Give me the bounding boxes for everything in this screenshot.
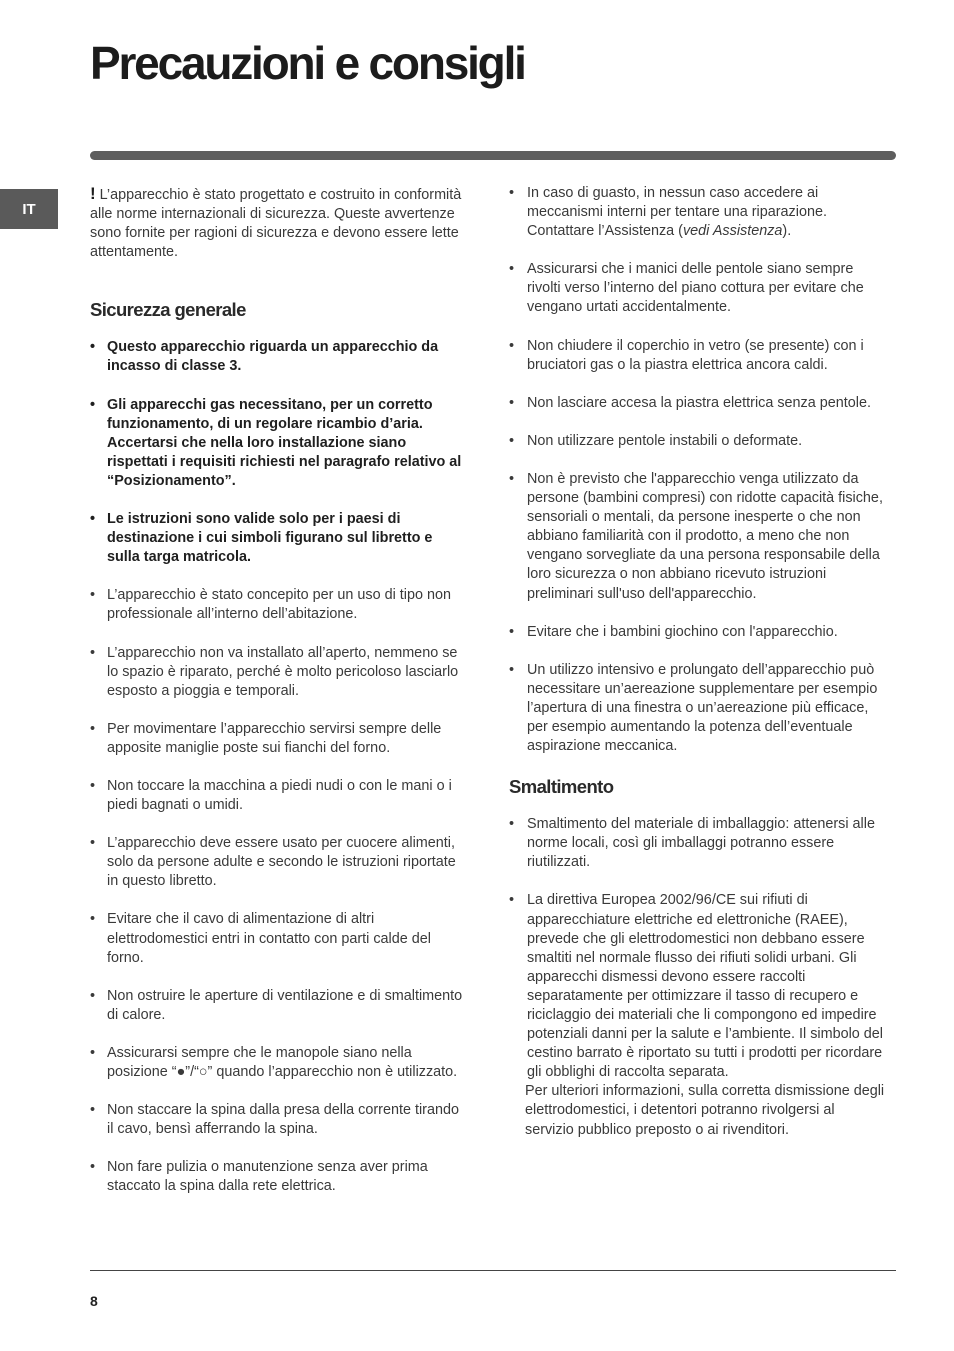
list-item: • Non fare pulizia o manutenzione senza aver prima staccato la spina dalla rete elettrica.: [90, 1158, 468, 1196]
list-item: • L’apparecchio deve essere usato per cuocere alimenti, solo da persone adulte e secondo le istruzioni riportate in questo libretto.: [90, 834, 468, 891]
list-item: • Non chiudere il coperchio in vetro (se presente) con i bruciatori gas o la piastra elettrica ancora caldi.: [509, 337, 885, 375]
list-item: • Non è previsto che l'apparecchio venga utilizzato da persone (bambini compresi) con ridotte capacità fisiche, sensoriali o mentali, da persone inesperte o che non abbiano familiarità con il prodotto, a meno che non vengano sorvegliate da una persona responsabile della loro sicurezza o non abbiano ricevuto istruzioni preliminari sull'uso dell'apparecchio.: [509, 470, 885, 604]
list-item: [509, 891, 885, 1139]
header-rule: [90, 151, 896, 160]
warning-mark: !: [90, 184, 96, 203]
list-item: [509, 184, 885, 241]
list-item-text-end: ).: [782, 223, 792, 240]
list-item: • Questo apparecchio riguarda un apparecchio da incasso di classe 3.: [90, 338, 468, 376]
list-item: • Per movimentare l’apparecchio servirsi sempre delle apposite maniglie poste sui fianchi del forno.: [90, 720, 468, 758]
list-item: • Assicurarsi che i manici delle pentole siano sempre rivolti verso l’interno del piano cottura per evitare che vengano urtati accidentalmente.: [509, 260, 885, 317]
list-item: • L’apparecchio non va installato all’aperto, nemmeno se lo spazio è riparato, perché è molto pericoloso lasciarlo esposto a pioggia e temporali.: [90, 644, 468, 701]
list-item: • Non toccare la macchina a piedi nudi o con le mani o i piedi bagnati o umidi.: [90, 777, 468, 815]
intro-paragraph: [90, 184, 468, 262]
list-item: • L’apparecchio è stato concepito per un uso di tipo non professionale all’interno dell’abitazione.: [90, 586, 468, 624]
precautions-list: [509, 184, 885, 756]
list-item: • Gli apparecchi gas necessitano, per un corretto funzionamento, di un regolare ricambio d’aria. Accertarsi che nella loro installazione siano rispettati i requisiti richiesti nel paragrafo relativo al “Posizionamento”.: [90, 396, 468, 491]
smaltimento-list: [509, 815, 885, 1140]
cross-reference: vedi Assistenza: [682, 223, 783, 240]
sicurezza-list: [90, 338, 468, 1196]
list-item: • Non ostruire le aperture di ventilazione e di smaltimento di calore.: [90, 987, 468, 1025]
section-heading-sicurezza: Sicurezza generale: [90, 299, 246, 321]
list-item: • Non staccare la spina dalla presa della corrente tirando il cavo, bensì afferrando la spina.: [90, 1101, 468, 1139]
left-column: [90, 184, 468, 1215]
page-number: 8: [90, 1293, 98, 1309]
list-item: • Smaltimento del materiale di imballaggio: attenersi alle norme locali, così gli imballaggi potranno essere riutilizzati.: [509, 815, 885, 872]
list-item: • Evitare che il cavo di alimentazione di altri elettrodomestici entri in contatto con parti calde del forno.: [90, 910, 468, 967]
raee-extra-text: Per ulteriori informazioni, sulla corretta dismissione degli elettrodomestici, i detentori potranno rivolgersi al servizio pubblico preposto o ai rivenditori.: [525, 1083, 885, 1138]
page-title: Precauzioni e consigli: [90, 37, 525, 89]
language-tab: IT: [0, 189, 58, 229]
section-heading-smaltimento: Smaltimento: [509, 776, 614, 798]
list-item-text: In caso di guasto, in nessun caso accedere ai meccanismi interni per tentare una riparazione. Contattare l’Assistenza (: [527, 185, 827, 240]
list-item: • Le istruzioni sono valide solo per i paesi di destinazione i cui simboli figurano sul libretto e sulla targa matricola.: [90, 510, 468, 567]
list-item: • Non lasciare accesa la piastra elettrica senza pentole.: [509, 394, 885, 413]
list-item: • Un utilizzo intensivo e prolungato dell’apparecchio può necessitare un’aereazione supplementare per esempio l’apertura di una finestra o un’aereazione più efficace, per esempio aumentando la potenza dell’eventuale aspirazione meccanica.: [509, 661, 885, 756]
list-item: • Evitare che i bambini giochino con l'apparecchio.: [509, 623, 885, 642]
footer-rule: [90, 1270, 896, 1271]
right-column: [509, 184, 885, 1159]
list-item: • Non utilizzare pentole instabili o deformate.: [509, 432, 885, 451]
intro-text: L’apparecchio è stato progettato e costruito in conformità alle norme internazionali di sicurezza. Queste avvertenze sono fornite per ragioni di sicurezza e devono essere lette attentamente.: [90, 187, 462, 261]
list-item: • Assicurarsi sempre che le manopole siano nella posizione “●”/“○” quando l’apparecchio non è utilizzato.: [90, 1044, 468, 1082]
raee-text: La direttiva Europea 2002/96/CE sui rifiuti di apparecchiature elettriche ed elettroniche (RAEE), prevede che gli elettrodomestici non debbano essere smaltiti nel normale flusso dei rifiuti solidi urbani. Gli apparecchi dismessi devono essere raccolti separatamente per ottimizzare il tasso di recupero e riciclaggio dei materiali che li compongono ed impedire potenziali danni per la salute e l’ambiente. Il simbolo del cestino barrato è riportato su tutti i prodotti per ricordare gli obblighi di raccolta separata.: [527, 892, 883, 1081]
